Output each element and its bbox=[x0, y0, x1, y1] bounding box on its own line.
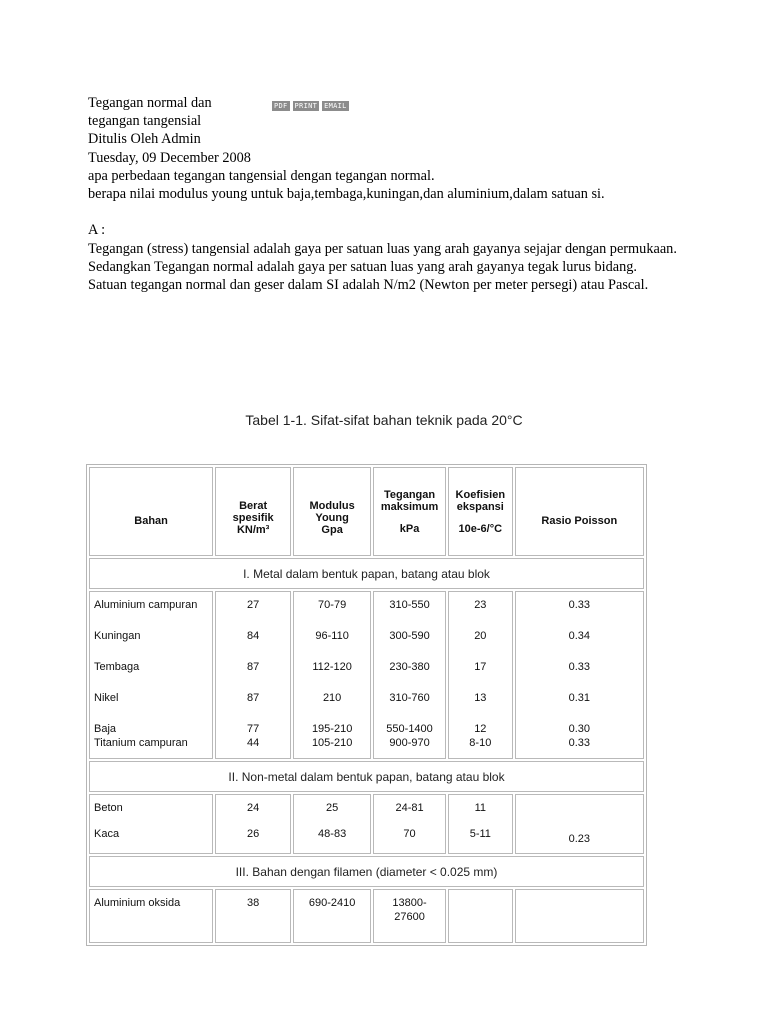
cell-rasio bbox=[515, 889, 644, 943]
answer-paragraph-1: Tegangan (stress) tangensial adalah gaya per satuan luas yang arah gayanya sejajar dengan permukaan. Sedangkan Tegangan normal adalah gaya per satuan luas yang arah gayanya tegak lurus bidang. bbox=[88, 240, 677, 275]
cell-tegangan: 24-81 70 bbox=[373, 794, 446, 854]
article-date: Tuesday, 09 December 2008 bbox=[88, 149, 251, 166]
table-row bbox=[89, 889, 644, 943]
question-1: apa perbedaan tegangan tangensial dengan tegangan normal. bbox=[88, 167, 435, 184]
table-caption: Tabel 1-1. Sifat-sifat bahan teknik pada 20°C bbox=[245, 412, 523, 428]
cell-modulus: 25 48-83 bbox=[293, 794, 371, 854]
header-rasio-poisson: Rasio Poisson bbox=[515, 467, 644, 556]
article-title-line1: Tegangan normal dan bbox=[88, 95, 212, 111]
table-section-row bbox=[89, 856, 644, 887]
table-row bbox=[89, 591, 644, 759]
cell-modulus: 690-2410 bbox=[293, 889, 371, 943]
header-berat: Berat spesifik KN/m³ bbox=[215, 467, 291, 556]
table-section-row bbox=[89, 761, 644, 792]
header-koefisien: Koefisien ekspansi 10e-6/°C bbox=[448, 467, 513, 556]
print-button[interactable]: PRINT bbox=[294, 102, 318, 110]
cell-bahan: Aluminium oksida bbox=[89, 889, 213, 943]
cell-bahan: Beton Kaca bbox=[89, 794, 213, 854]
properties-table bbox=[86, 464, 647, 946]
email-button[interactable]: EMAIL bbox=[324, 102, 347, 110]
article-author: Ditulis Oleh Admin bbox=[88, 131, 201, 148]
cell-rasio: 0.23 bbox=[515, 794, 644, 854]
answer-label: A : bbox=[88, 222, 106, 239]
cell-koefisien bbox=[448, 889, 513, 943]
pdf-button[interactable]: PDF bbox=[274, 102, 288, 110]
article-title-line2: tegangan tangensial bbox=[88, 113, 202, 130]
article-header bbox=[88, 94, 728, 130]
cell-tegangan: 13800- 27600 bbox=[373, 889, 446, 943]
cell-berat: 27 84 87 87 77 44 bbox=[215, 591, 291, 759]
cell-berat: 38 bbox=[215, 889, 291, 943]
article-actions bbox=[272, 101, 349, 111]
answer-paragraph-2: Satuan tegangan normal dan geser dalam SI adalah N/m2 (Newton per meter persegi) atau Pascal. bbox=[88, 277, 649, 294]
table-section-row bbox=[89, 558, 644, 589]
question-2: berapa nilai modulus young untuk baja,tembaga,kuningan,dan aluminium,dalam satuan si. bbox=[88, 186, 605, 203]
cell-bahan: Aluminium campuran Kuningan Tembaga Nikel Baja Titanium campuran bbox=[89, 591, 213, 759]
header-tegangan: Tegangan maksimum kPa bbox=[373, 467, 446, 556]
cell-koefisien: 23 20 17 13 12 8-10 bbox=[448, 591, 513, 759]
header-modulus: Modulus Young Gpa bbox=[293, 467, 371, 556]
cell-modulus: 70-79 96-110 112-120 210 195-210 105-210 bbox=[293, 591, 371, 759]
cell-koefisien: 11 5-11 bbox=[448, 794, 513, 854]
article bbox=[88, 94, 728, 294]
cell-rasio: 0.33 0.34 0.33 0.31 0.30 0.33 bbox=[515, 591, 644, 759]
section-title-metal: I. Metal dalam bentuk papan, batang atau blok bbox=[89, 558, 644, 589]
table-row bbox=[89, 794, 644, 854]
header-bahan: Bahan bbox=[89, 467, 213, 556]
section-title-filamen: III. Bahan dengan filamen (diameter < 0.025 mm) bbox=[89, 856, 644, 887]
table-header-row bbox=[89, 467, 644, 556]
cell-berat: 24 26 bbox=[215, 794, 291, 854]
section-title-non-metal: II. Non-metal dalam bentuk papan, batang atau blok bbox=[89, 761, 644, 792]
cell-tegangan: 310-550 300-590 230-380 310-760 550-1400 900-970 bbox=[373, 591, 446, 759]
